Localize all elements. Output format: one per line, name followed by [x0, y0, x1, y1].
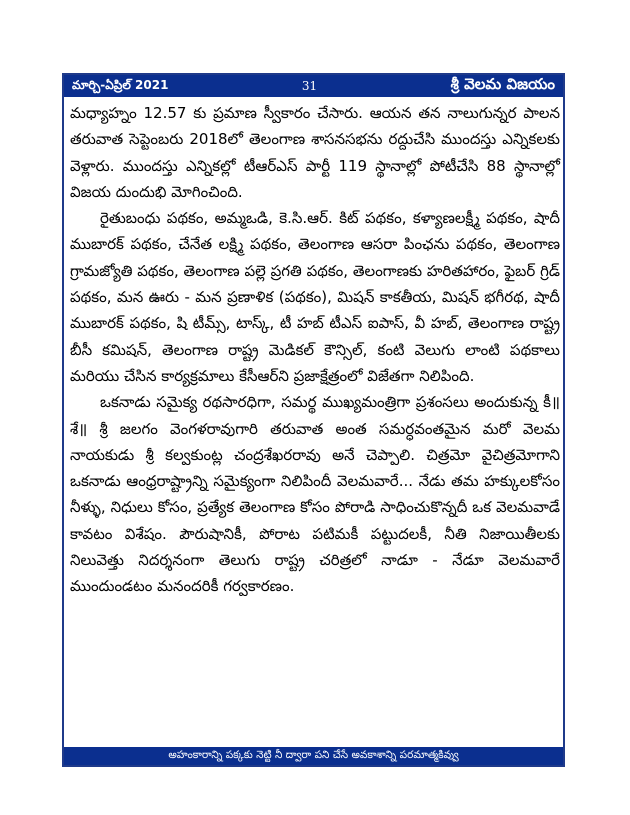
issue-date: మార్చి-ఏప్రిల్ 2021	[72, 77, 169, 92]
footer-bar	[64, 747, 563, 765]
paragraph-2: రైతుబంధు పథకం, అమ్మఒడి, కె.సి.ఆర్. కిట్ పథకం, కళ్యాణలక్ష్మీ పథకం, షాదీ ముబారక్ పథకం, చేనేత లక్ష్మి పథకం, తెలంగాణ ఆసరా పింఛను పథకం, తెలంగాణ గ్రామజ్యోతి పథకం, తెలంగాణ పల్లె ప్రగతి పథకం, తెలంగాణకు హరితహారం, ఫైబర్ గ్రిడ్ పథకం, మన ఊరు - మన ప్రణాళిక (పథకం), మిషన్ కాకతీయ, మిషన్ భగీరథ, షాదీ ముబారక్ పథకం, షి టీమ్స్, టాస్క్, టీ హబ్ టీఎస్ ఐపాస్, వీ హబ్, తెలంగాణ రాష్ట్ర బీసీ కమిషన్, తెలంగాణ రాష్ట్ర మెడికల్ కౌన్సిల్, కంటి వెలుగు లాంటి పథకాలు మరియు చేసిన కార్యక్రమాలు కేసీఆర్‌ని ప్రజాక్షేత్రంలో విజేతగా నిలిపింది.	[70, 209, 560, 385]
magazine-title: శ్రీ వెలమ విజయం	[450, 75, 555, 93]
page-number: 31	[301, 79, 318, 93]
footer-quote: అహంకారాన్ని పక్కకు నెట్టి నీ ద్వారా పని చేసే అవకాశాన్ని పరమాత్మకివ్వు	[168, 748, 459, 761]
paragraph-1: మధ్యాహ్నం 12.57 కు ప్రమాణ స్వీకారం చేసారు. ఆయన తన నాలుగున్నర పాలన తరువాత సెప్టెంబరు 2018లో తెలంగాణ శాసనసభను రద్దుచేసి ముందస్తు ఎన్నికలకు వెళ్లారు. ముందస్తు ఎన్నికల్లో టీఆర్ఎస్ పార్టీ 119 స్థానాల్లో పోటీచేసి 88 స్థానాల్లో విజయ దుందుభి మోగించింది.	[70, 104, 560, 201]
paragraph-3: ఒకనాడు సమైక్య రథసారధిగా, సమర్థ ముఖ్యమంత్రిగా ప్రశంసలు అందుకున్న కీ॥శే॥ శ్రీ జలగం వెంగళరావుగారి తరువాత అంత సమర్ధవంతమైన మరో వెలమ నాయకుడు శ్రీ కల్వకుంట్ల చంద్రశేఖరరావు అనే చెప్పాలి. చిత్రమో వైచిత్రమోగాని ఒకనాడు ఆంధ్రరాష్ట్రాన్ని సమైక్యంగా నిలిపిందీ వెలమవారే... నేడు తమ హక్కులకోసం నీళ్ళు, నిధులు కోసం, ప్రత్యేక తెలంగాణ కోసం పోరాడి సాధించుకొన్నదీ ఒక వెలమవాడే కావటం విశేషం. పౌరుషానికీ, పోరాట పటిమకీ పట్టుదలకీ, నీతి నిజాయితీలకు నిలువెత్తు నిదర్శనంగా తెలుగు రాష్ట్ర చరిత్రలో నాడూ - నేడూ వెలమవారే ముందుండటం మనందరికీ గర్వకారణం.	[70, 393, 560, 596]
article-body	[70, 100, 560, 600]
header-bar	[64, 75, 563, 97]
